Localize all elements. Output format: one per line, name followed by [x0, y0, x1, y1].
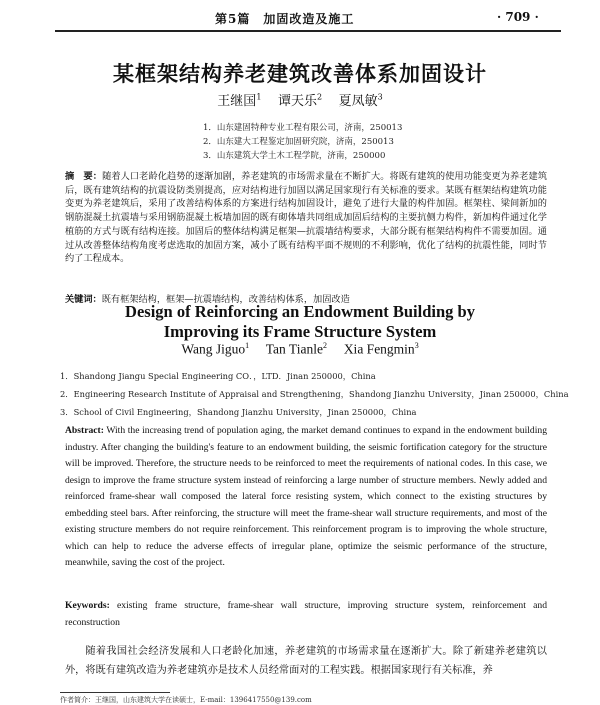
english-abstract-text: With the increasing trend of population aging, the market demand continues to expand in the endowment building industry. After changing the building's feature to an endowment building, the seismic fortification category for the structure will be improved. Therefore, the structure needs to be reinforced to meet the requirements of national codes. In this case, we design to improve the frame structure system instead of reinforcing a large number of structure members. Newly added and reinforced frame-shear wall composed the lateral force resisting system, which connect to the existing structures by embedding steel bars. After reinforcing, the structure will meet the frame-shear wall structure requirements, and most of the existing structure members do not require reinforcement. This reinforcement program is to improving the whole structure, which can help to reduce the adverse effects of irregular plane, optimize the seismic performance of the structure, meanwhile, saving the cost of the project.	[65, 425, 547, 568]
chinese-affiliation-1: 1．山东建固特种专业工程有限公司，济南，250013	[203, 123, 403, 133]
chinese-affiliation-2: 2．山东建大工程鉴定加固研究院，济南，250013	[203, 137, 394, 147]
author-name: Wang Jiguo	[181, 341, 246, 357]
author-sup: 2	[322, 341, 327, 350]
page-number: · 709 ·	[497, 10, 539, 24]
author-name: 王继国	[217, 94, 257, 109]
english-abstract	[65, 423, 547, 572]
author-name: 谭天乐	[277, 94, 317, 109]
chinese-keywords-label: 关键词：	[65, 294, 102, 305]
chinese-authors	[0, 90, 600, 109]
english-title-line-2: Improving its Frame Structure System	[163, 322, 437, 341]
author-sup: 3	[377, 92, 383, 102]
english-affiliation-1: 1．Shandong Jiangu Special Engineering CO．，LTD．Jinan 250000，China	[60, 371, 376, 381]
footnote: 作者简介：王继国，山东建筑大学在读硕士，E-mail：1396417550@139.com	[60, 696, 312, 704]
english-affiliation-2: 2．Engineering Research Institute of Appraisal and Strengthening，Shandong Jianzhu University，Jinan 250000，China	[60, 389, 569, 399]
chinese-abstract-label: 摘 要：	[65, 171, 103, 182]
header-rule	[55, 30, 561, 32]
author-sup: 1	[245, 341, 250, 350]
running-header-chapter: 第5篇 加固改造及施工	[215, 12, 355, 26]
chinese-abstract	[65, 170, 547, 266]
author-name: Xia Fengmin	[343, 341, 415, 357]
english-authors	[0, 341, 600, 358]
english-abstract-label: Abstract:	[65, 425, 104, 436]
chinese-keywords-text: 既有框架结构，框架—抗震墙结构，改善结构体系，加固改造	[101, 294, 350, 305]
chinese-abstract-text: 随着人口老龄化趋势的逐渐加剧，养老建筑的市场需求量在不断扩大。将既有建筑的使用功能变更为养老建筑后，既有建筑结构的抗震设防类别提高，应对结构进行加固以满足国家现行有关标准的要求。某既有框架结构建筑功能变更为养老建筑后，采用了改善结构体系的方案进行结构加固设计，避免了进行大量的构件加固。框架柱、梁间新加的钢筋混凝土抗震墙与采用钢筋混凝土板墙加固的既有砌体墙共同组成加固后结构的主要抗侧力构件，新加构件通过化学植筋的方式与既有结构连接。加固后的整体结构满足框架—抗震墙结构要求，大部分既有框架结构构件不需要加固。通过从改善整体结构角度考虑选取的加固方案，减小了既有结构平面不规则的不利影响，优化了结构的抗震性能，同时节约了工程成本。	[65, 171, 548, 265]
body-paragraph: 随着我国社会经济发展和人口老龄化加速，养老建筑的市场需求量在逐渐扩大。除了新建养老建筑以外，将既有建筑改造为养老建筑亦是技术人员经常面对的工程实践。根据国家现行有关标准，养	[65, 646, 547, 676]
english-title-line-1: Design of Reinforcing an Endowment Building by	[125, 302, 475, 321]
author-sup: 3	[414, 341, 419, 350]
chinese-title: 某框架结构养老建筑改善体系加固设计	[113, 61, 487, 86]
author-sup: 2	[316, 92, 323, 102]
english-keywords-text: existing frame structure, frame-shear wall structure, improving structure system, reinforcement and reconstruction	[65, 600, 547, 628]
footnote-rule	[60, 692, 170, 693]
english-keywords-label: Keywords:	[65, 600, 110, 611]
author-sup: 1	[256, 92, 262, 102]
english-affiliation-3: 3．School of Civil Engineering，Shandong Jianzhu University，Jinan 250000，China	[60, 407, 417, 417]
author-name: Tan Tianle	[265, 341, 323, 357]
author-name: 夏凤敏	[338, 94, 378, 109]
chinese-affiliation-3: 3．山东建筑大学土木工程学院，济南，250000	[203, 151, 386, 161]
english-keywords	[65, 598, 547, 631]
